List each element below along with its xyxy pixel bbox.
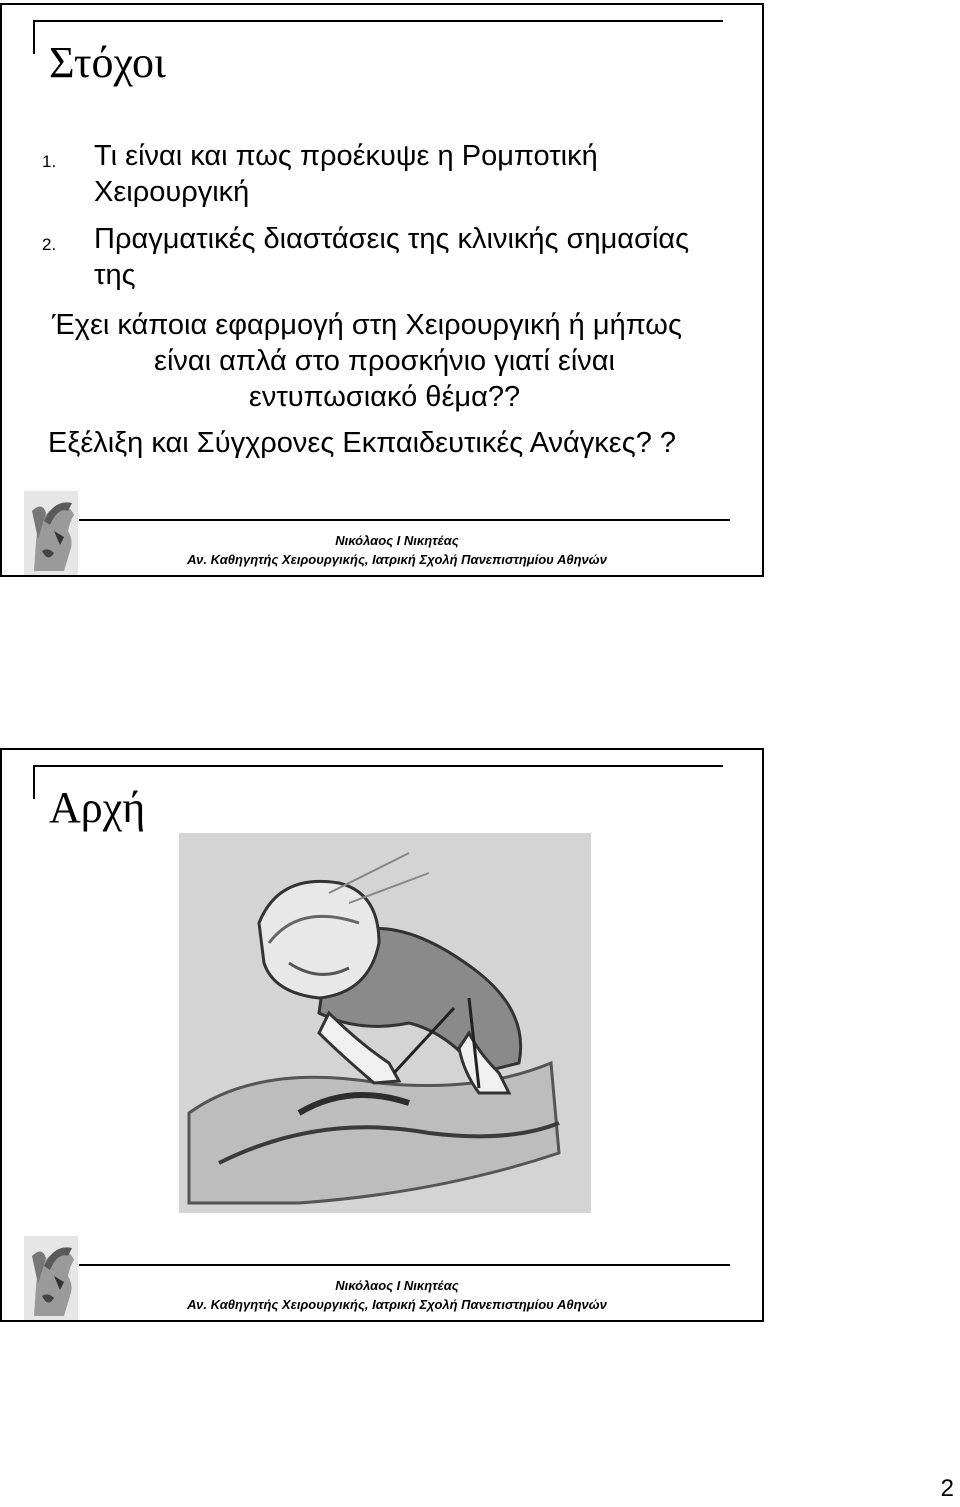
footer-author: Νικόλαος Ι Νικητέας (335, 533, 459, 548)
slide-title: Αρχή (49, 783, 146, 832)
university-logo-icon (24, 491, 78, 575)
slide-title: Στόχοι (49, 38, 166, 87)
university-logo-icon (24, 1236, 78, 1320)
footer-rule (79, 1264, 730, 1266)
title-rule-horizontal (33, 765, 723, 767)
paragraph-line: είναι απλά στο προσκήνιο γιατί είναι (154, 345, 615, 377)
footer-rule (79, 519, 730, 521)
paragraph-line: εντυπωσιακό θέμα?? (248, 381, 521, 413)
footer-affiliation: Αν. Καθηγητής Χειρουργικής, Ιατρική Σχολή Πανεπιστημίου Αθηνών (187, 1297, 607, 1312)
list-number: 1. (42, 152, 57, 171)
title-rule-vertical (33, 765, 35, 799)
list-number: 2. (42, 235, 57, 254)
footer-author: Νικόλαος Ι Νικητέας (335, 1278, 459, 1293)
title-rule-vertical (33, 20, 35, 54)
title-rule-horizontal (33, 20, 723, 22)
footer-affiliation: Αν. Καθηγητής Χειρουργικής, Ιατρική Σχολή Πανεπιστημίου Αθηνών (187, 552, 607, 567)
paragraph-line: Έχει κάποια εφαρμογή στη Χειρουργική ή μήπως (52, 309, 682, 341)
list-item: Πραγματικές διαστάσεις της κλινικής σημασίας της (94, 223, 690, 291)
page-number: 2 (940, 1475, 954, 1502)
slide-1 (0, 3, 764, 577)
list-item: Τι είναι και πως προέκυψε η Ρομποτική Χειρουργική (94, 140, 598, 208)
slide-2 (0, 748, 764, 1322)
paragraph: Εξέλιξη και Σύγχρονες Εκπαιδευτικές Ανάγκες? ? (48, 427, 677, 459)
surgeon-illustration-icon (179, 833, 591, 1213)
